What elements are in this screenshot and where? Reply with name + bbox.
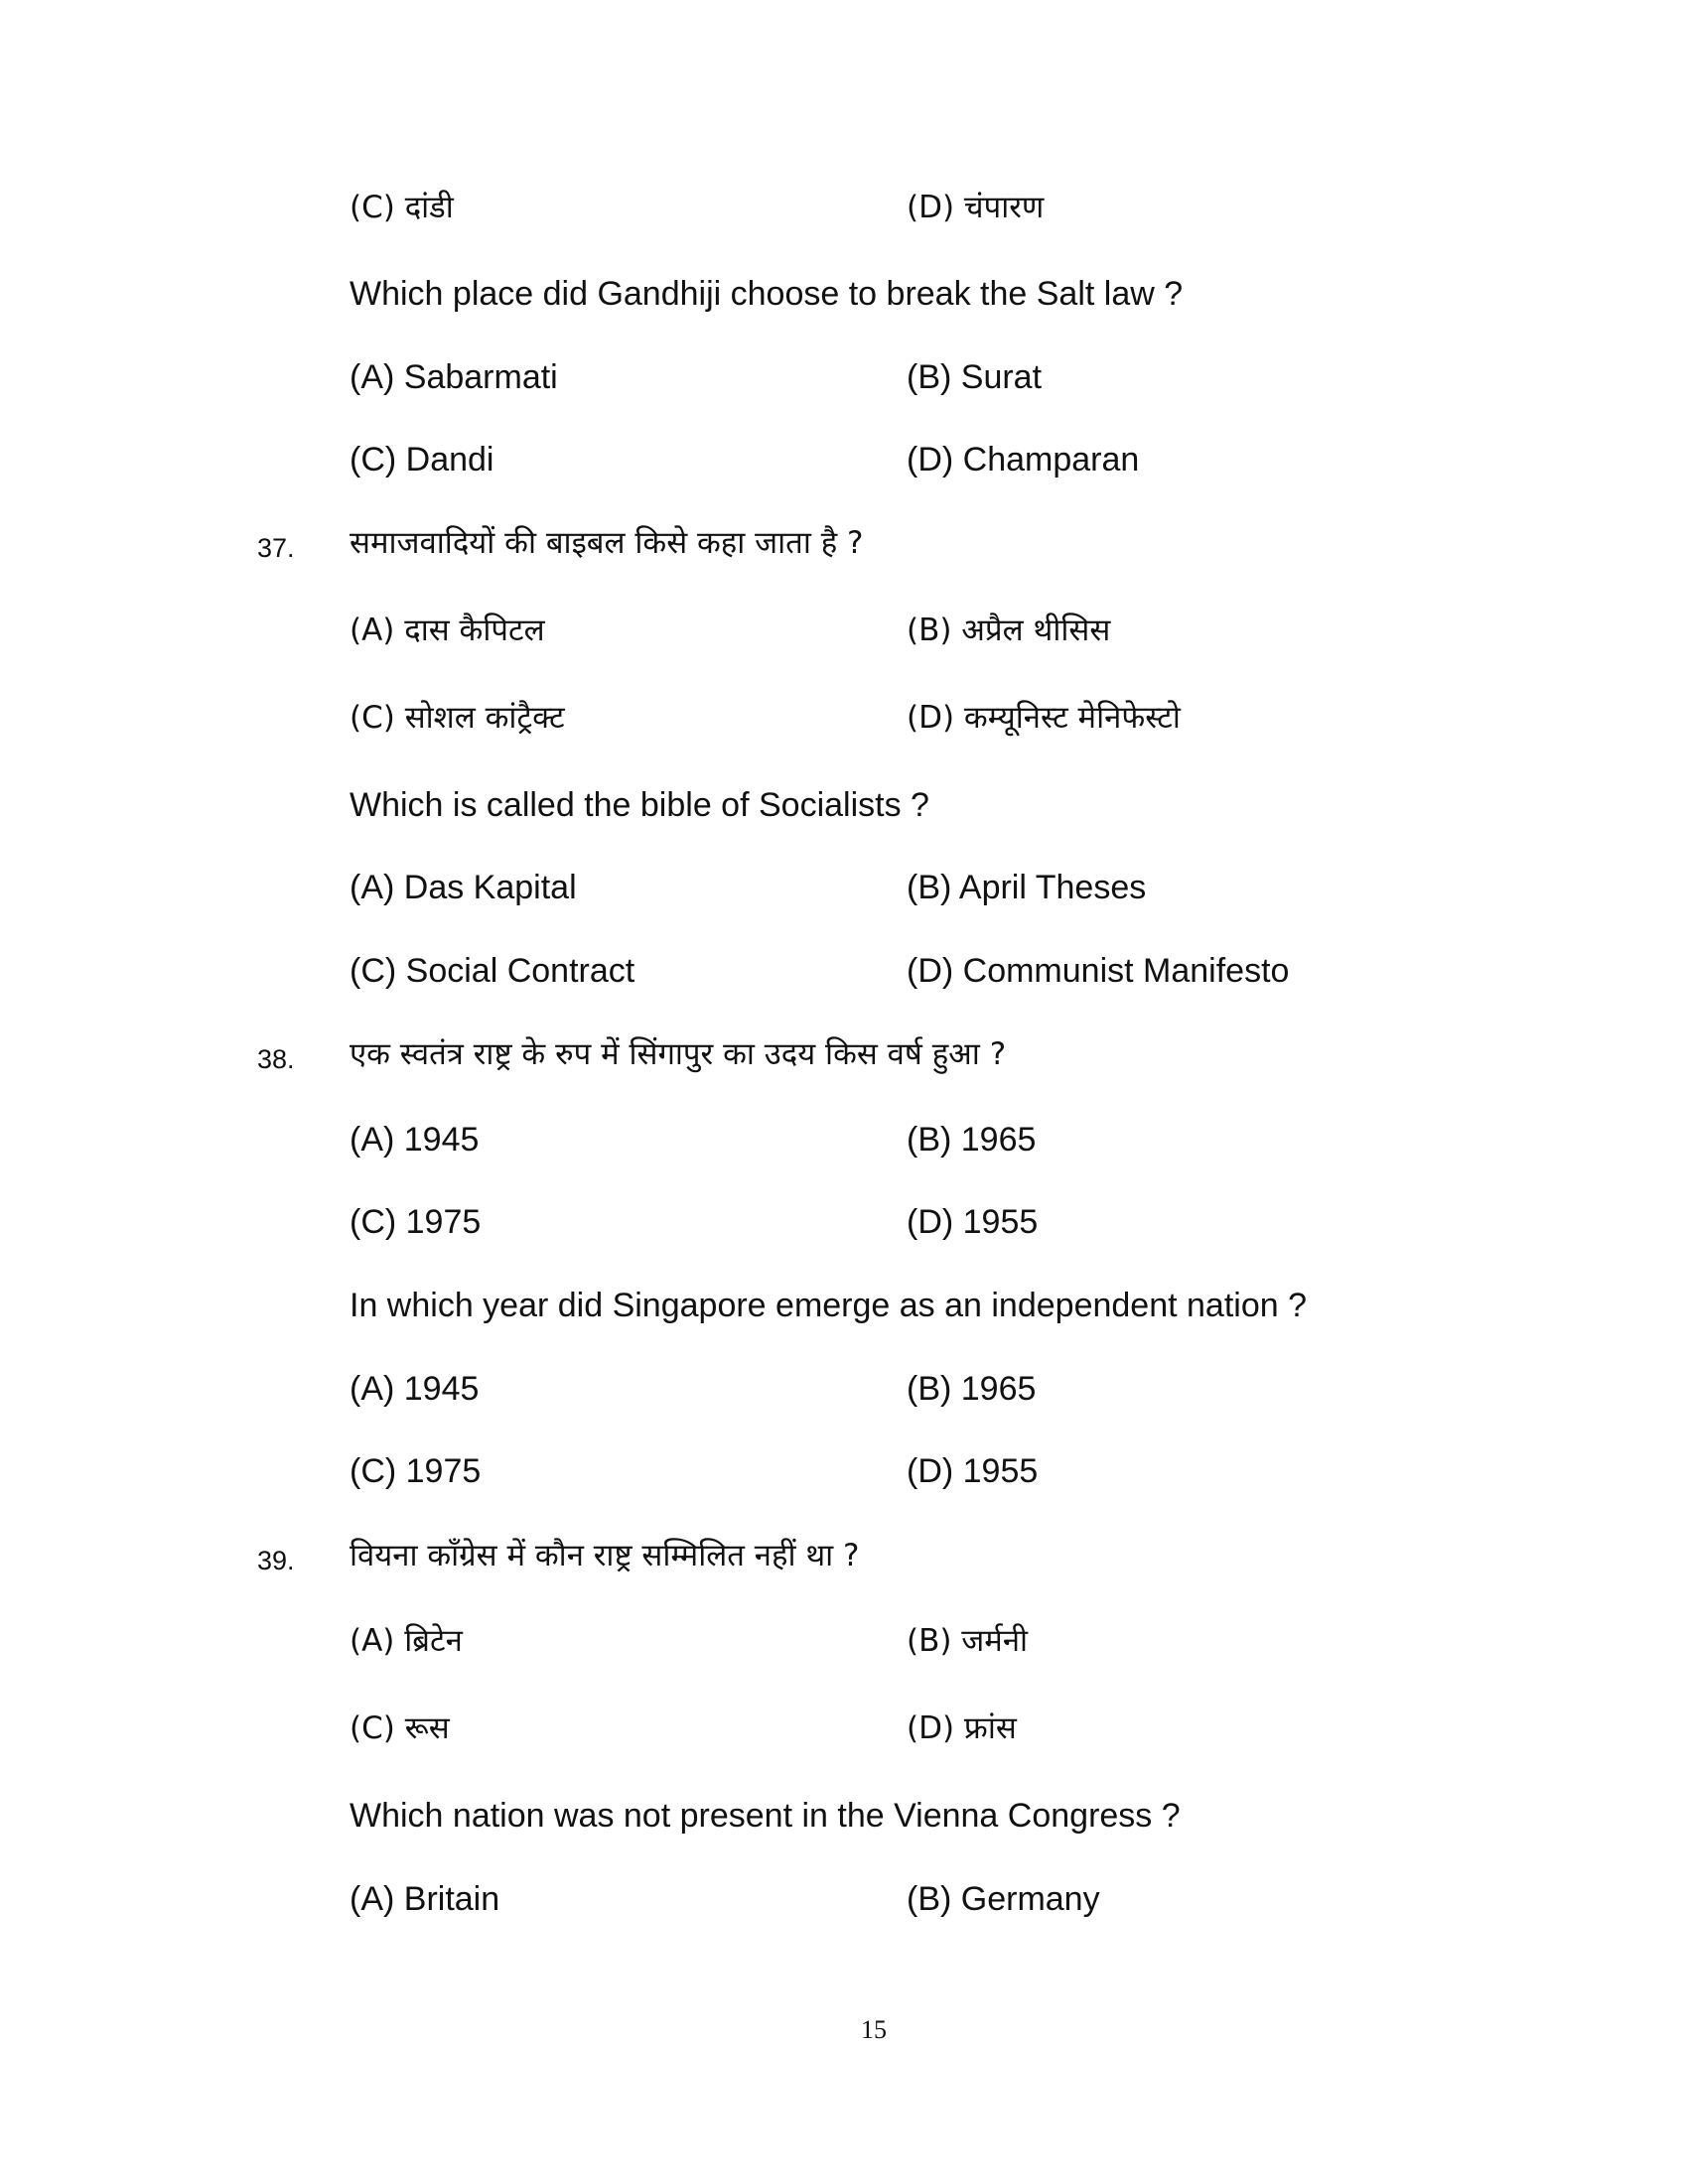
q37-option-a-english: (A) Das Kapital [350,869,577,906]
q39-option-b-hindi: (B) जर्मनी [907,1623,1029,1659]
q38-option-d-english: (D) 1955 [907,1452,1039,1490]
q38-option-c-english: (C) 1975 [350,1452,482,1490]
q37-option-a-hindi: (A) दास कैपिटल [350,613,545,648]
q39-question-hindi: वियना कॉंग्रेस में कौन राष्ट्र सम्मिलित नहीं था ? [350,1538,860,1573]
q38-option-c-hindi: (C) 1975 [350,1203,482,1241]
q39-option-d-hindi: (D) फ्रांस [907,1710,1017,1746]
q36-option-d-hindi: (D) चंपारण [907,190,1045,225]
q37-option-b-hindi: (B) अप्रैल थीसिस [907,613,1111,648]
q37-question-english: Which is called the bible of Socialists ? [350,786,929,824]
q38-option-b-hindi: (B) 1965 [907,1121,1037,1159]
q38-option-d-hindi: (D) 1955 [907,1203,1039,1241]
q39-option-a-hindi: (A) ब्रिटेन [350,1623,463,1659]
q36-question-english: Which place did Gandhiji choose to break the Salt law ? [350,275,1184,313]
q36-option-c-english: (C) Dandi [350,441,494,478]
q37-option-b-english: (B) April Theses [907,869,1147,906]
q38-option-a-hindi: (A) 1945 [350,1121,480,1159]
q37-question-hindi: समाजवादियों की बाइबल किसे कहा जाता है ? [350,525,864,561]
q39-question-english: Which nation was not present in the Vienna Congress ? [350,1797,1181,1835]
q36-option-d-english: (D) Champaran [907,441,1140,478]
q38-option-b-english: (B) 1965 [907,1370,1037,1408]
q38-question-hindi: एक स्वतंत्र राष्ट्र के रुप में सिंगापुर का उदय किस वर्ष हुआ ? [350,1036,1007,1072]
q36-option-b-english: (B) Surat [907,358,1043,396]
q37-number: 37. [257,533,295,563]
page-number: 15 [861,2015,887,2044]
q39-option-a-english: (A) Britain [350,1880,500,1918]
q39-number: 39. [257,1546,295,1575]
q38-question-english: In which year did Singapore emerge as an independent nation ? [350,1287,1308,1324]
q37-option-d-english: (D) Communist Manifesto [907,952,1290,990]
q39-option-b-english: (B) Germany [907,1880,1100,1918]
q37-option-d-hindi: (D) कम्यूनिस्ट मेनिफेस्टो [907,700,1181,736]
q37-option-c-hindi: (C) सोशल कांट्रैक्ट [350,700,565,736]
q36-option-a-english: (A) Sabarmati [350,358,558,396]
q38-option-a-english: (A) 1945 [350,1370,480,1408]
q39-option-c-hindi: (C) रूस [350,1710,450,1746]
q38-number: 38. [257,1044,295,1074]
q36-option-c-hindi: (C) दांडी [350,190,454,225]
q37-option-c-english: (C) Social Contract [350,952,635,990]
